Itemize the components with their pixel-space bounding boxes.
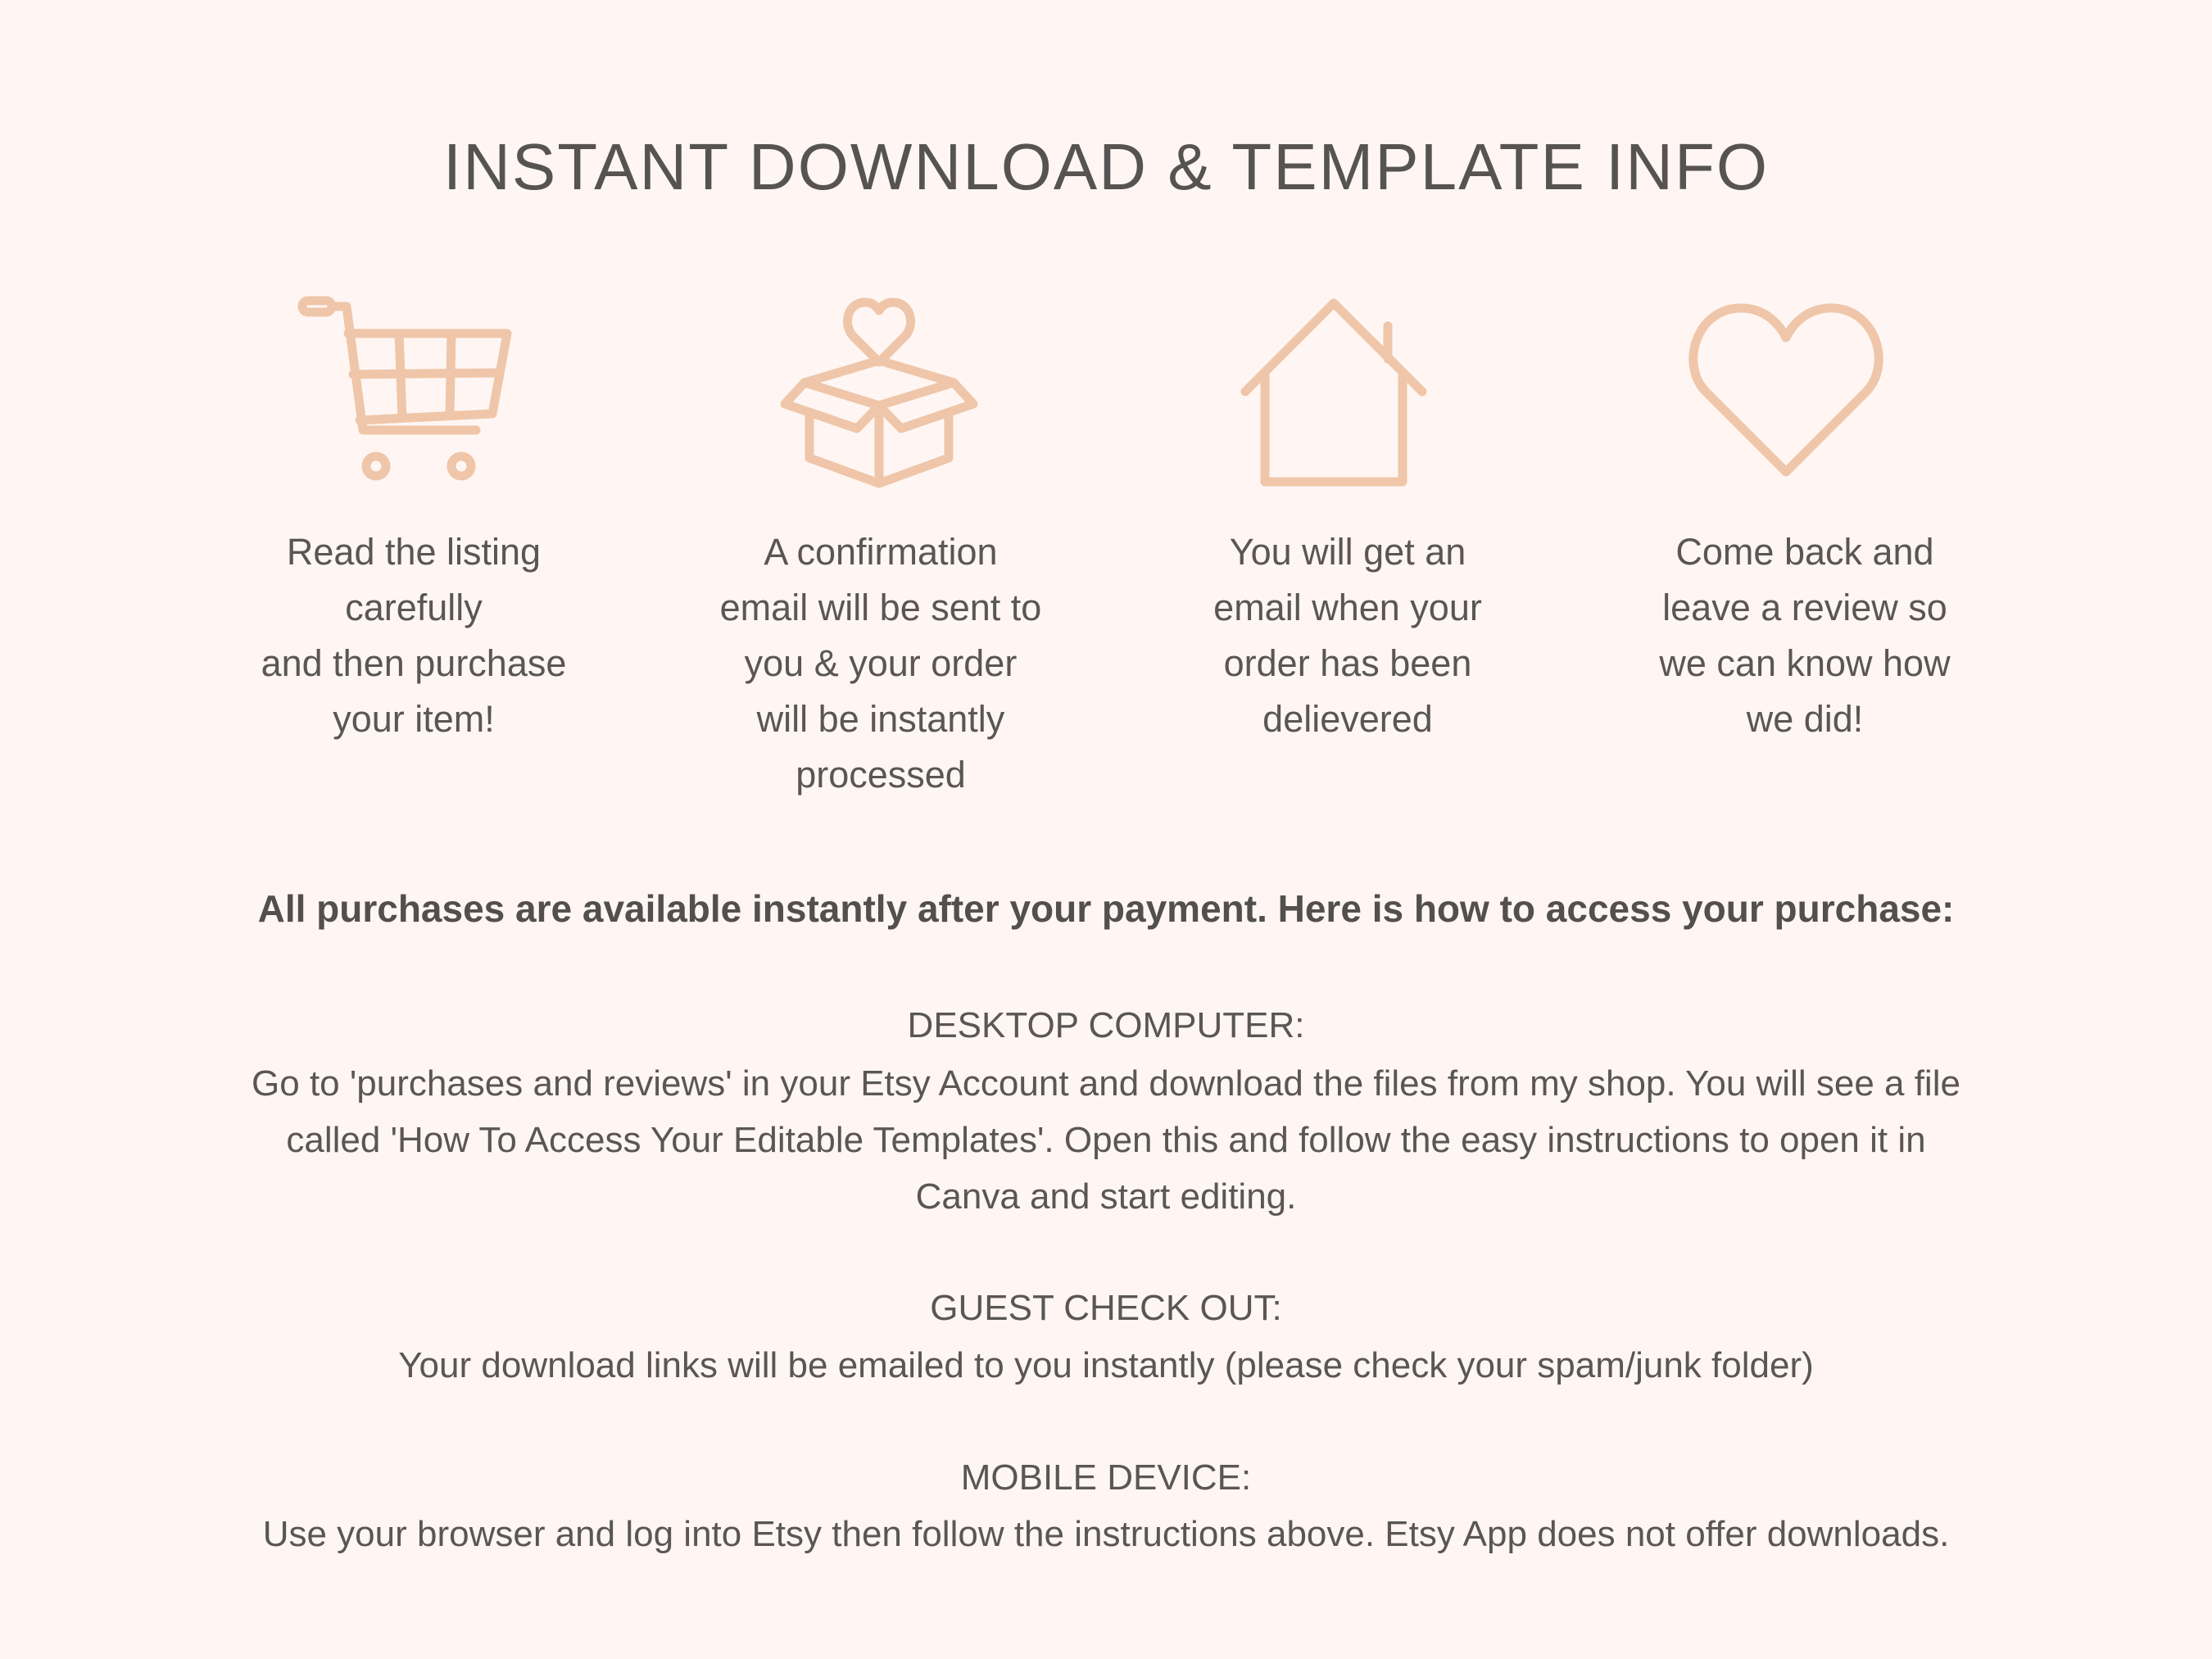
heart-icon <box>1684 297 1888 485</box>
desktop-instructions: Go to 'purchases and reviews' in your Etsy Account and download the files from my shop. You will see a file called 'How To Access Your Editable Templates'. Open this and follow the easy instructions to open it in Canva and start editing. <box>252 1063 1960 1217</box>
step-4-text: Come back and leave a review so we can know how we did! <box>1659 531 1951 740</box>
mobile-heading: MOBILE DEVICE: <box>960 1457 1252 1498</box>
page-title: INSTANT DOWNLOAD & TEMPLATE INFO <box>442 130 1770 203</box>
shopping-cart-icon <box>291 291 520 487</box>
step-2-text: A confirmation email will be sent to you & your order will be instantly processed <box>719 531 1042 796</box>
gift-box-heart-icon <box>777 291 981 496</box>
mobile-instructions: Use your browser and log into Etsy then follow the instructions above. Etsy App does not offer downloads. <box>262 1514 1950 1554</box>
desktop-heading: DESKTOP COMPUTER: <box>907 1005 1305 1045</box>
purchase-intro: All purchases are available instantly after your payment. Here is how to access your purchase: <box>257 887 1955 930</box>
guest-heading: GUEST CHECK OUT: <box>930 1288 1282 1328</box>
step-3-text: You will get an email when your order has been delievered <box>1213 531 1482 740</box>
house-icon <box>1235 295 1432 492</box>
guest-instructions: Your download links will be emailed to you instantly (please check your spam/junk folder) <box>398 1345 1814 1385</box>
step-1-text: Read the listing carefully and then purchase your item! <box>261 531 567 740</box>
